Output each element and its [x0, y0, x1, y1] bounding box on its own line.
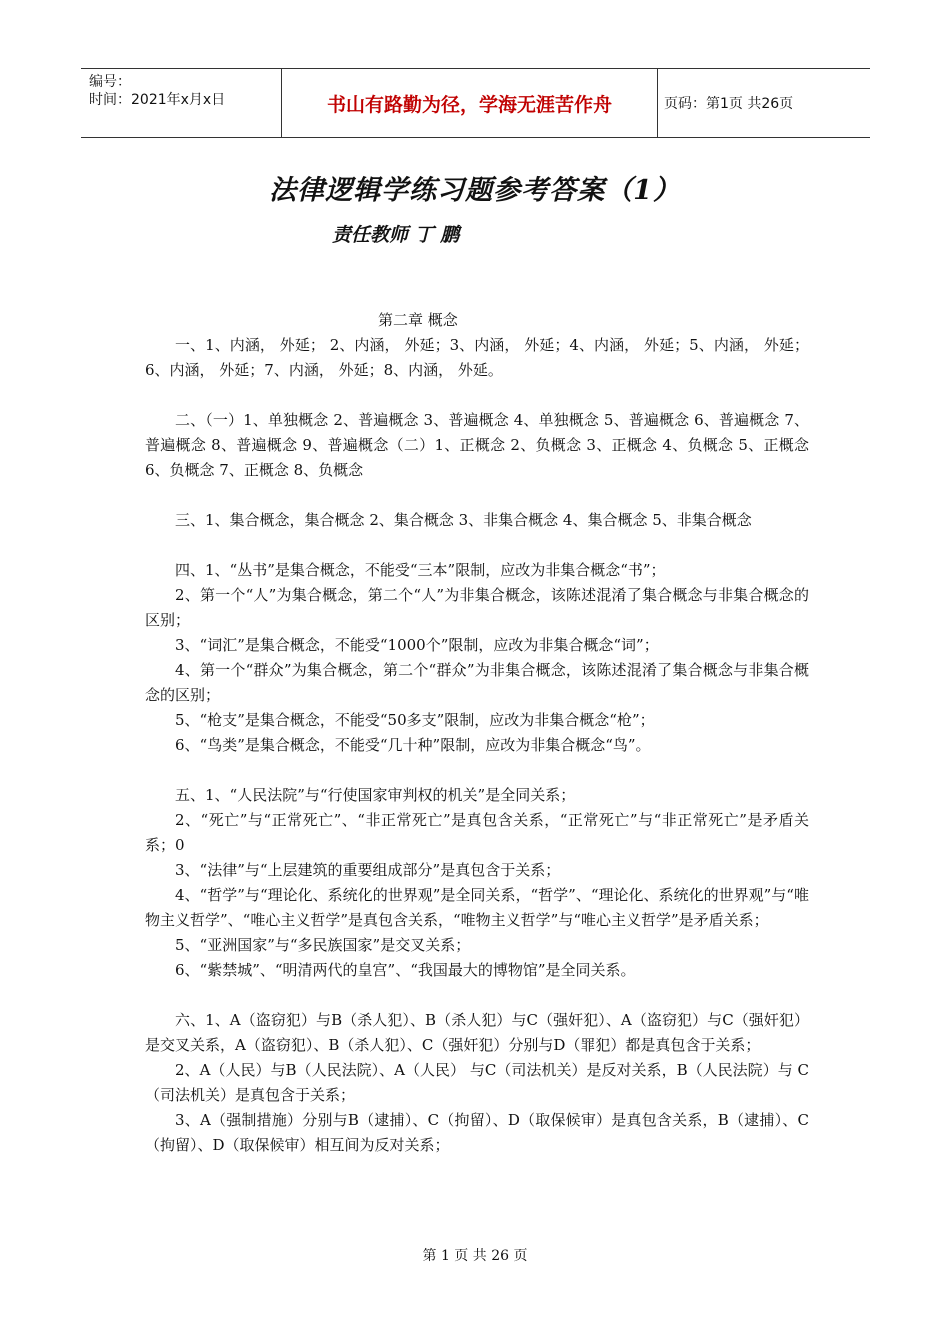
answer-4-6: 6、“鸟类”是集合概念，不能受“几十种”限制，应改为非集合概念“鸟”。	[175, 736, 651, 754]
document-title: 法律逻辑学练习题参考答案（1）	[269, 175, 681, 206]
answer-section-2: 二、（一）1、单独概念 2、普遍概念 3、普遍概念 4、单独概念 5、普遍概念 6、普遍概念 7、普遍概念 8、普遍概念 9、普遍概念（二）1、正概念 2、负概念 3、正概念 4、负概念 5、正概念 6、负概念 7、正概念 8、负概念	[145, 411, 809, 479]
page-header	[81, 68, 870, 138]
answer-5-3: 3、“法律”与“上层建筑的重要组成部分”是真包含于关系；	[175, 861, 561, 879]
answer-6-3: 3、A（强制措施）分别与B（逮捕）、C（拘留）、D（取保候审）是真包含关系，B（逮捕）、C（拘留）、D（取保候审）相互间为反对关系；	[145, 1111, 809, 1154]
responsible-teacher: 责任教师 丁 鹏	[332, 224, 460, 246]
answer-5-1: 五、1、“人民法院”与“行使国家审判权的机关”是全同关系；	[175, 786, 576, 804]
answer-6-2: 2、A（人民）与B（人民法院）、A（人民） 与C（司法机关）是反对关系，B（人民法院）与 C（司法机关）是真包含于关系；	[145, 1061, 809, 1104]
answer-4-2: 2、第一个“人”为集合概念，第二个“人”为非集合概念，该陈述混淆了集合概念与非集合概念的区别；	[145, 586, 809, 629]
answer-5-6: 6、“紫禁城”、“明清两代的皇宫”、“我国最大的博物馆”是全同关系。	[175, 961, 636, 979]
document-number-label: 编号：	[89, 74, 131, 90]
chapter-heading: 第二章 概念	[378, 311, 458, 329]
document-time-label: 时间：2021年x月x日	[89, 92, 226, 108]
header-meta	[81, 69, 281, 137]
page-footer: 第 1 页 共 26 页	[422, 1248, 528, 1264]
answer-5-2: 2、“死亡”与“正常死亡”、“非正常死亡”是真包含关系，“正常死亡”与“非正常死亡”是矛盾关系；0	[145, 811, 809, 854]
answer-4-3: 3、“词汇”是集合概念，不能受“1000个”限制，应改为非集合概念“词”；	[175, 636, 659, 654]
answer-5-5: 5、“亚洲国家”与“多民族国家”是交叉关系；	[175, 936, 471, 954]
answer-6-1: 六、1、A（盗窃犯）与B（杀人犯）、B（杀人犯）与C（强奸犯）、A（盗窃犯）与C（强奸犯）是交叉关系，A（盗窃犯）、B（杀人犯）、C（强奸犯）分别与D（罪犯）都是真包含于关系；	[145, 1011, 809, 1054]
header-motto: 书山有路勤为径，学海无涯苦作舟	[281, 69, 658, 137]
answer-4-4: 4、第一个“群众”为集合概念，第二个“群众”为非集合概念，该陈述混淆了集合概念与非集合概念的区别；	[145, 661, 809, 704]
header-page-number: 页码：第1页 共26页	[664, 96, 794, 112]
answer-4-1: 四、1、“丛书”是集合概念，不能受“三本”限制，应改为非集合概念“书”；	[175, 561, 666, 579]
answer-section-3: 三、1、集合概念，集合概念 2、集合概念 3、非集合概念 4、集合概念 5、非集合概念	[175, 511, 752, 529]
answer-5-4: 4、“哲学”与“理论化、系统化的世界观”是全同关系，“哲学”、“理论化、系统化的世界观”与“唯物主义哲学”、“唯心主义哲学”是真包含关系，“唯物主义哲学”与“唯心主义哲学”是矛盾关系；	[145, 886, 809, 929]
answer-section-1: 一、1、内涵， 外延； 2、内涵， 外延；3、内涵， 外延；4、内涵， 外延；5、内涵， 外延；6、内涵， 外延；7、内涵， 外延；8、内涵， 外延。	[145, 336, 809, 379]
document-body	[145, 308, 809, 1158]
answer-4-5: 5、“枪支”是集合概念，不能受“50多支”限制，应改为非集合概念“枪”；	[175, 711, 655, 729]
